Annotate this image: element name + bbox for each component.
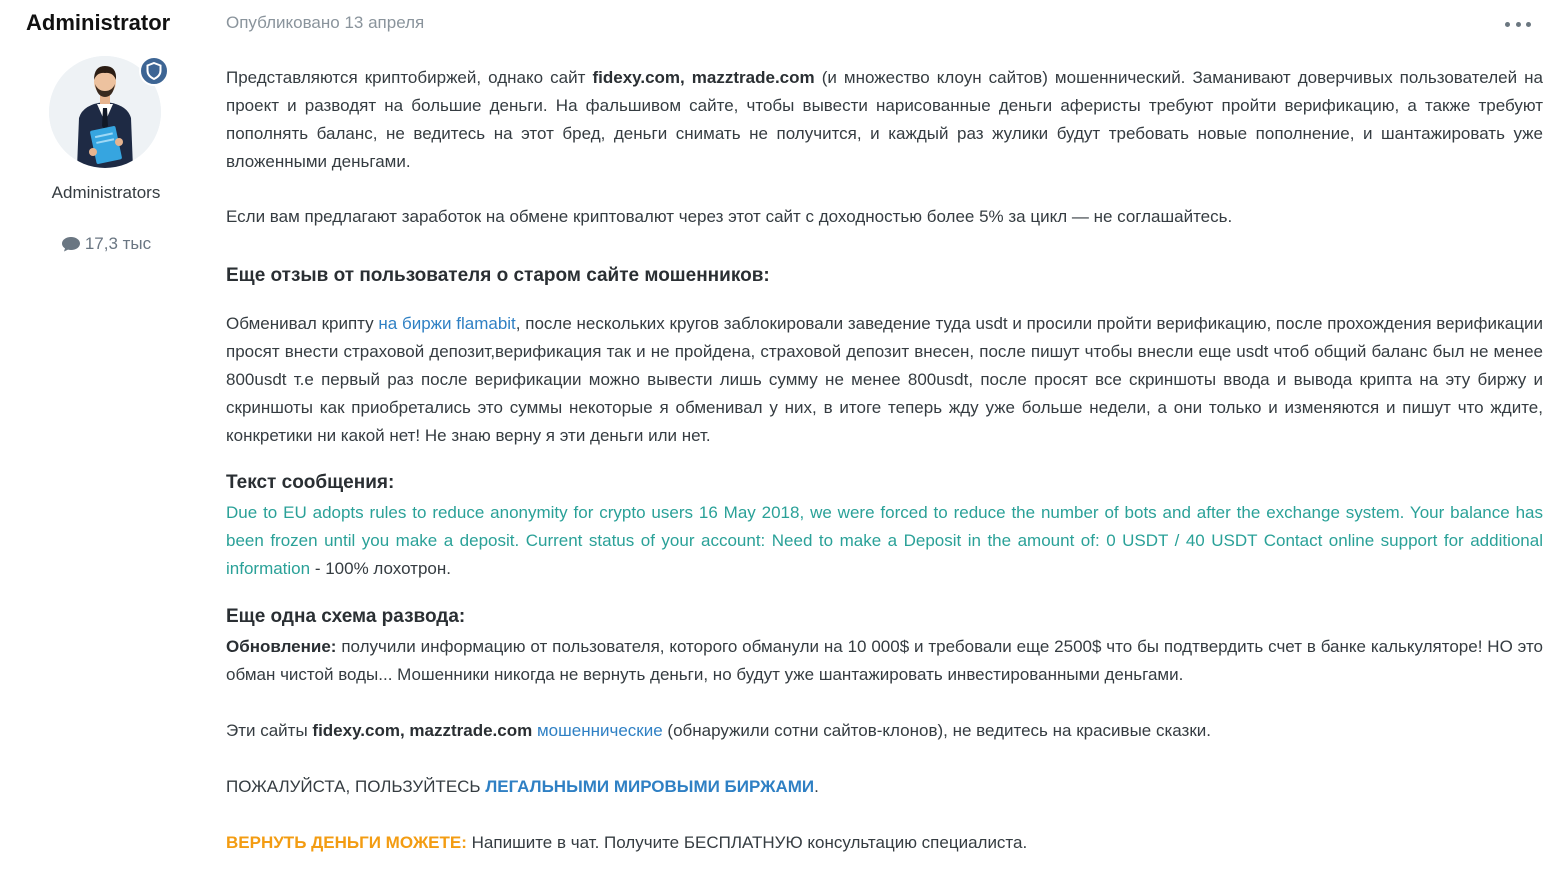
fraud-link[interactable]: мошеннические <box>536 721 663 740</box>
avatar-container[interactable] <box>49 56 163 170</box>
author-group: Administrators <box>51 183 161 202</box>
message-suffix: - 100% лохотрон. <box>310 559 451 578</box>
intro-text-2: (и множество клоун сайтов) мошеннический. Заманивают доверчивых пользователей на проект и разводят на большие деньги. На фальшивом сайте, чтобы вывести нарисованные деньги аферисты требуют пройти верификацию, а также требуют пополнять баланс, не ведитесь на этот бред, деньги снимать не получится, и каждый раз жулики будут требовать новые пополнение, и шантажировать уже вложенными деньгами. <box>226 68 1543 171</box>
refund-text: Напишите в чат. Получите БЕСПЛАТНУЮ консультацию специалиста. <box>466 833 1028 852</box>
review-heading: Еще отзыв от пользователя о старом сайте мошенников: <box>226 265 770 286</box>
intro-text-1: Представляются криптобиржей, однако сайт <box>226 68 593 87</box>
update-paragraph <box>226 633 1543 689</box>
refund-paragraph <box>226 829 1543 857</box>
update-label: Обновление: <box>226 637 337 656</box>
scam-sites-bold: fidexy.com, mazztrade.com <box>592 68 815 87</box>
please-paragraph <box>226 773 1543 801</box>
comment-icon <box>61 236 81 252</box>
author-panel <box>0 0 205 895</box>
dot <box>1516 22 1521 27</box>
sites-text-2: (обнаружили сотни сайтов-клонов), не ведитесь на красивые сказки. <box>662 721 1211 740</box>
intro-paragraph <box>226 64 1543 176</box>
refund-label: ВЕРНУТЬ ДЕНЬГИ МОЖЕТЕ: <box>226 833 467 852</box>
dot <box>1505 22 1510 27</box>
ellipsis-icon[interactable] <box>1505 14 1531 34</box>
dot <box>1526 22 1531 27</box>
admin-badge <box>139 56 169 86</box>
review-text-1: Обменивал крипту <box>226 314 379 333</box>
please-text-1: ПОЖАЛУЙСТА, ПОЛЬЗУЙТЕСЬ <box>226 777 486 796</box>
please-text-2: . <box>814 777 819 796</box>
message-heading: Текст сообщения: <box>226 472 395 493</box>
post-count-value: 17,3 тыс <box>84 234 152 253</box>
message-paragraph <box>226 499 1543 583</box>
review-text-2: , после нескольких кругов заблокировали заведение туда usdt и просили пройти верификацию, после прохождения верификации просят внести страховой депозит,верификация так и не пройдена, страховой депозит внесен, после пишут чтобы внесли еще usdt чтоб общий баланс был не менее 800usdt т.е первый раз после верификации можно вывести лишь сумму не менее 800usdt, после просят все скриншоты ввода и вывода крипта на эту биржу и скриншоты как приобретались это суммы некоторые я обменивал у них, в итоге теперь жду уже больше недели, а они только и изменяются и пишут что ждите, конкретики ни какой нет! Не знаю верну я эти деньги или нет. <box>226 314 1543 445</box>
scheme-heading: Еще одна схема развода: <box>226 606 466 627</box>
review-paragraph <box>226 310 1543 450</box>
update-text: получили информацию от пользователя, которого обманули на 10 000$ и требовали еще 2500$ что бы подтвердить счет в банке калькуляторе! НО это обман чистой воды... Мошенники никогда не вернуть деньги, но будут уже шантажировать инвестированными деньгами. <box>226 637 1543 684</box>
legal-exchanges-link[interactable]: ЛЕГАЛЬНЫМИ МИРОВЫМИ БИРЖАМИ <box>485 777 815 796</box>
sites-paragraph <box>226 717 1543 745</box>
post-date[interactable]: Опубликовано 13 апреля <box>226 13 425 32</box>
scam-message-quote: Due to EU adopts rules to reduce anonymity for crypto users 16 May 2018, we were forced to reduce the number of bots and after the exchange system. Your balance has been frozen until you make a deposit. Current status of your account: Need to make a Deposit in the amount of: 0 USDT / 40 USDT Contact online support for additional information <box>226 503 1543 578</box>
shield-icon <box>146 62 162 80</box>
post-count <box>0 234 212 254</box>
author-name[interactable]: Administrator <box>26 10 171 35</box>
sites-text-1: Эти сайты <box>226 721 313 740</box>
sites-bold: fidexy.com, mazztrade.com <box>312 721 533 740</box>
warning-paragraph: Если вам предлагают заработок на обмене криптовалют через этот сайт с доходностью более 5% за цикл — не соглашайтесь. <box>226 207 1233 226</box>
flamabit-link[interactable]: на биржи flamabit <box>378 314 516 333</box>
